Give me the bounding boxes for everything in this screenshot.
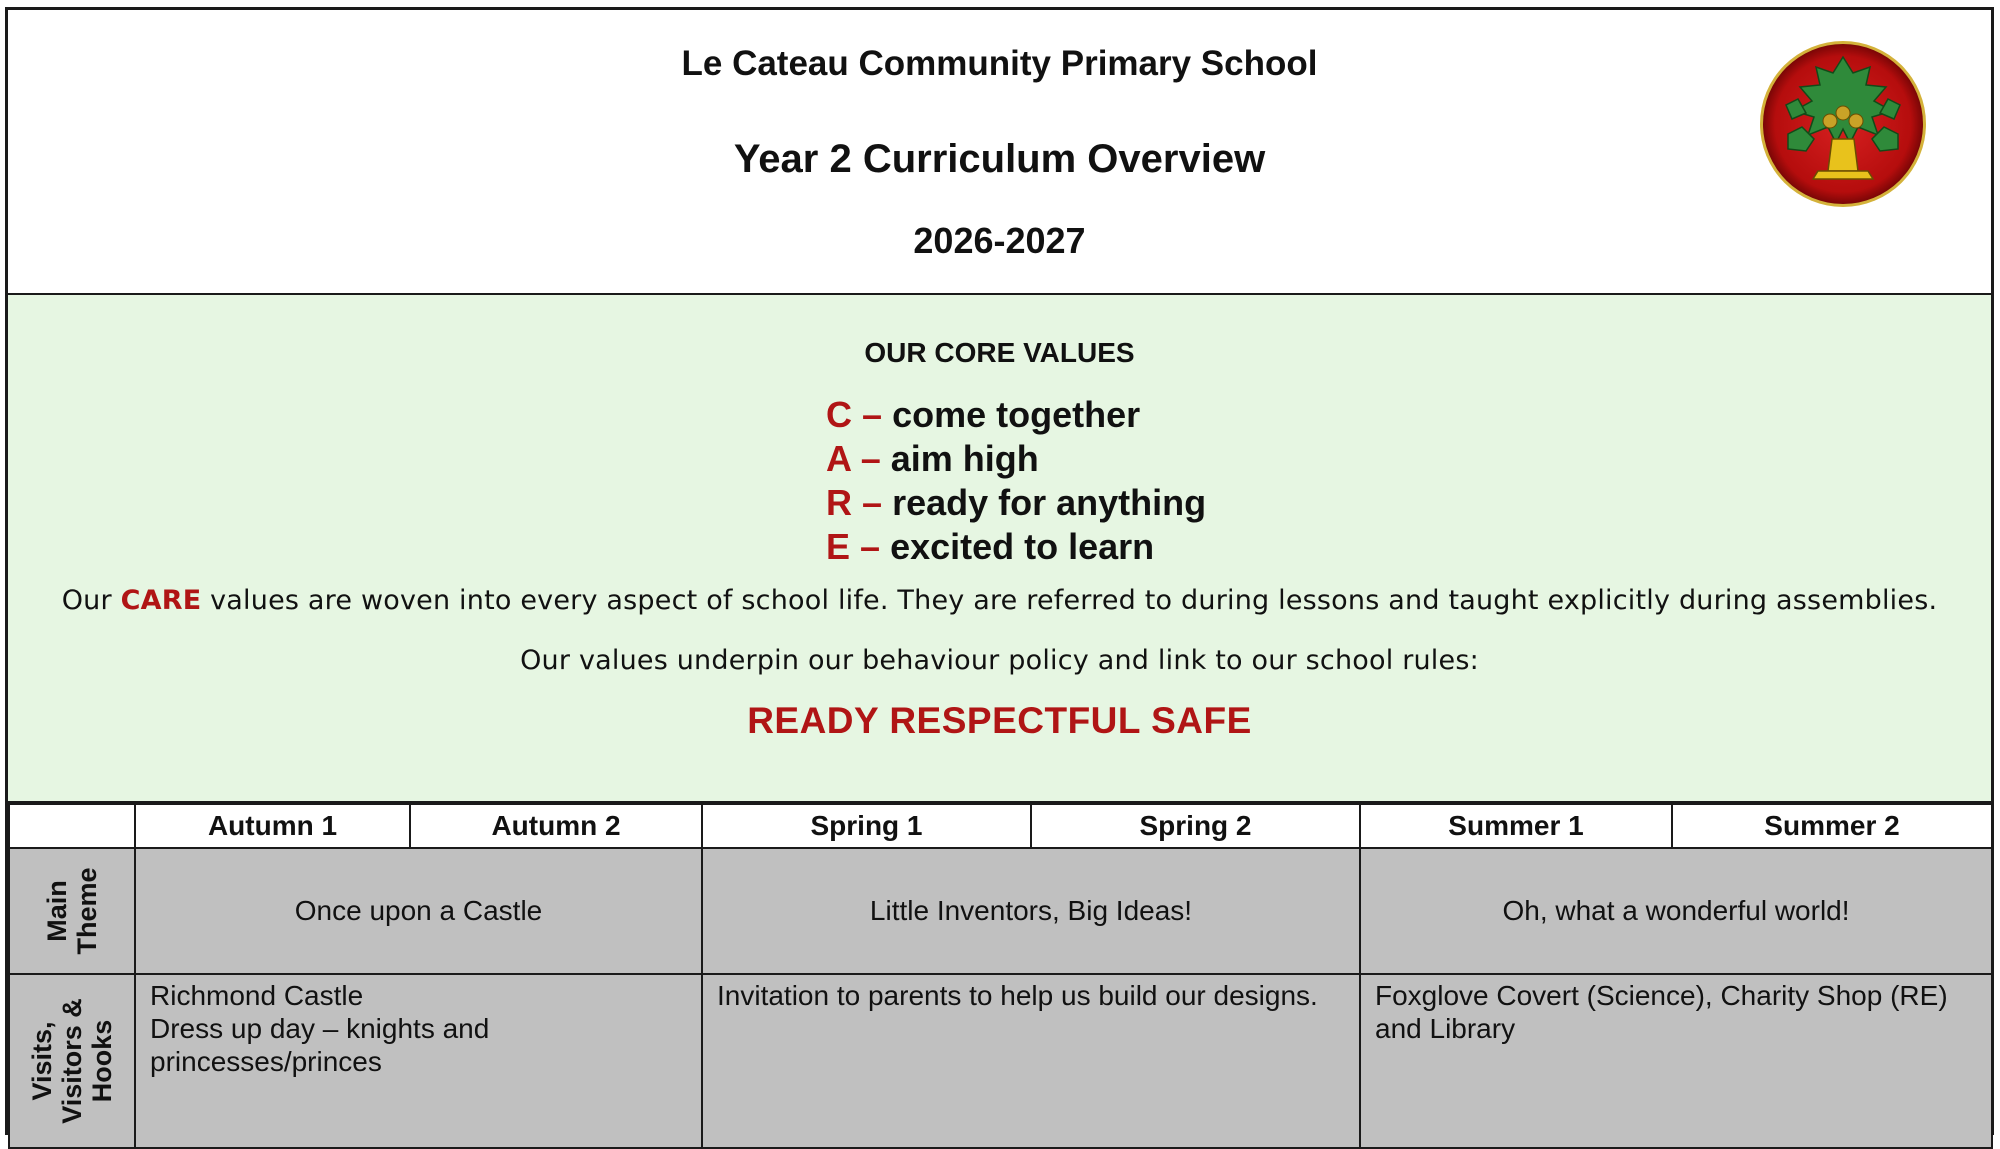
visit-item: Foxglove Covert (Science), Charity Shop (RE) and Library [1375, 980, 1948, 1044]
care-highlight: CARE [120, 585, 202, 616]
values-rules-intro: Our values underpin our behaviour policy and link to our school rules: [520, 645, 1479, 676]
document-frame [5, 7, 1994, 1135]
care-letter: A [826, 438, 851, 479]
care-dash: – [862, 394, 883, 435]
term-header-summer-2: Summer 2 [1672, 804, 1992, 848]
academic-year: 2026-2027 [913, 220, 1086, 261]
visits-spring [702, 974, 1360, 1148]
visit-item: Invitation to parents to help us build our designs. [717, 980, 1318, 1011]
table-corner-cell [9, 804, 135, 848]
table-row [9, 848, 1992, 974]
theme-autumn: Once upon a Castle [135, 848, 702, 974]
term-header-summer-1: Summer 1 [1360, 804, 1672, 848]
row-label-line: Theme [72, 867, 102, 955]
care-dash: – [862, 482, 883, 523]
care-letter: R [826, 482, 852, 523]
care-dash: – [860, 438, 881, 479]
care-value-c [826, 393, 1206, 437]
visits-autumn [135, 974, 702, 1148]
care-value-e [826, 525, 1206, 569]
row-label-line: Main [42, 880, 72, 942]
visits-summer [1360, 974, 1992, 1148]
school-crest-icon [1758, 39, 1928, 209]
term-header-spring-1: Spring 1 [702, 804, 1031, 848]
row-label-visits [9, 974, 135, 1148]
core-values-section [8, 295, 1991, 803]
row-label-text [27, 998, 117, 1124]
care-description: come together [892, 394, 1141, 435]
paragraph-text: values are woven into every aspect of school life. They are referred to during lessons and taught explicitly during assemblies. [201, 585, 1938, 616]
care-description: ready for anything [892, 482, 1207, 523]
core-values-heading: OUR CORE VALUES [864, 337, 1135, 368]
visit-item: Richmond Castle [150, 980, 364, 1011]
page-title: Year 2 Curriculum Overview [733, 137, 1266, 181]
curriculum-table [8, 803, 1993, 1149]
term-header-spring-2: Spring 2 [1031, 804, 1360, 848]
row-label-line: Visits, [27, 1021, 57, 1101]
term-header-autumn-2: Autumn 2 [410, 804, 702, 848]
row-label-line: Visitors & [57, 998, 87, 1124]
values-paragraph [8, 585, 1991, 616]
care-letter: E [826, 526, 851, 567]
row-label-main-theme [9, 848, 135, 974]
row-label-line: Hooks [87, 1019, 117, 1103]
theme-spring: Little Inventors, Big Ideas! [702, 848, 1360, 974]
paragraph-text: Our [61, 585, 121, 616]
table-row [9, 974, 1992, 1148]
school-rules: READY RESPECTFUL SAFE [747, 700, 1252, 741]
care-description: excited to learn [890, 526, 1155, 567]
care-description: aim high [890, 438, 1039, 479]
care-value-r [826, 481, 1206, 525]
care-dash: – [860, 526, 881, 567]
table-header-row [9, 804, 1992, 848]
row-label-text [42, 867, 102, 954]
school-name: Le Cateau Community Primary School [681, 44, 1318, 83]
care-values-list [826, 393, 1206, 569]
care-value-a [826, 437, 1206, 481]
visit-item: Dress up day – knights and princesses/princes [150, 1013, 490, 1077]
theme-summer: Oh, what a wonderful world! [1360, 848, 1992, 974]
term-header-autumn-1: Autumn 1 [135, 804, 410, 848]
document-header [8, 10, 1991, 295]
care-letter: C [826, 394, 852, 435]
